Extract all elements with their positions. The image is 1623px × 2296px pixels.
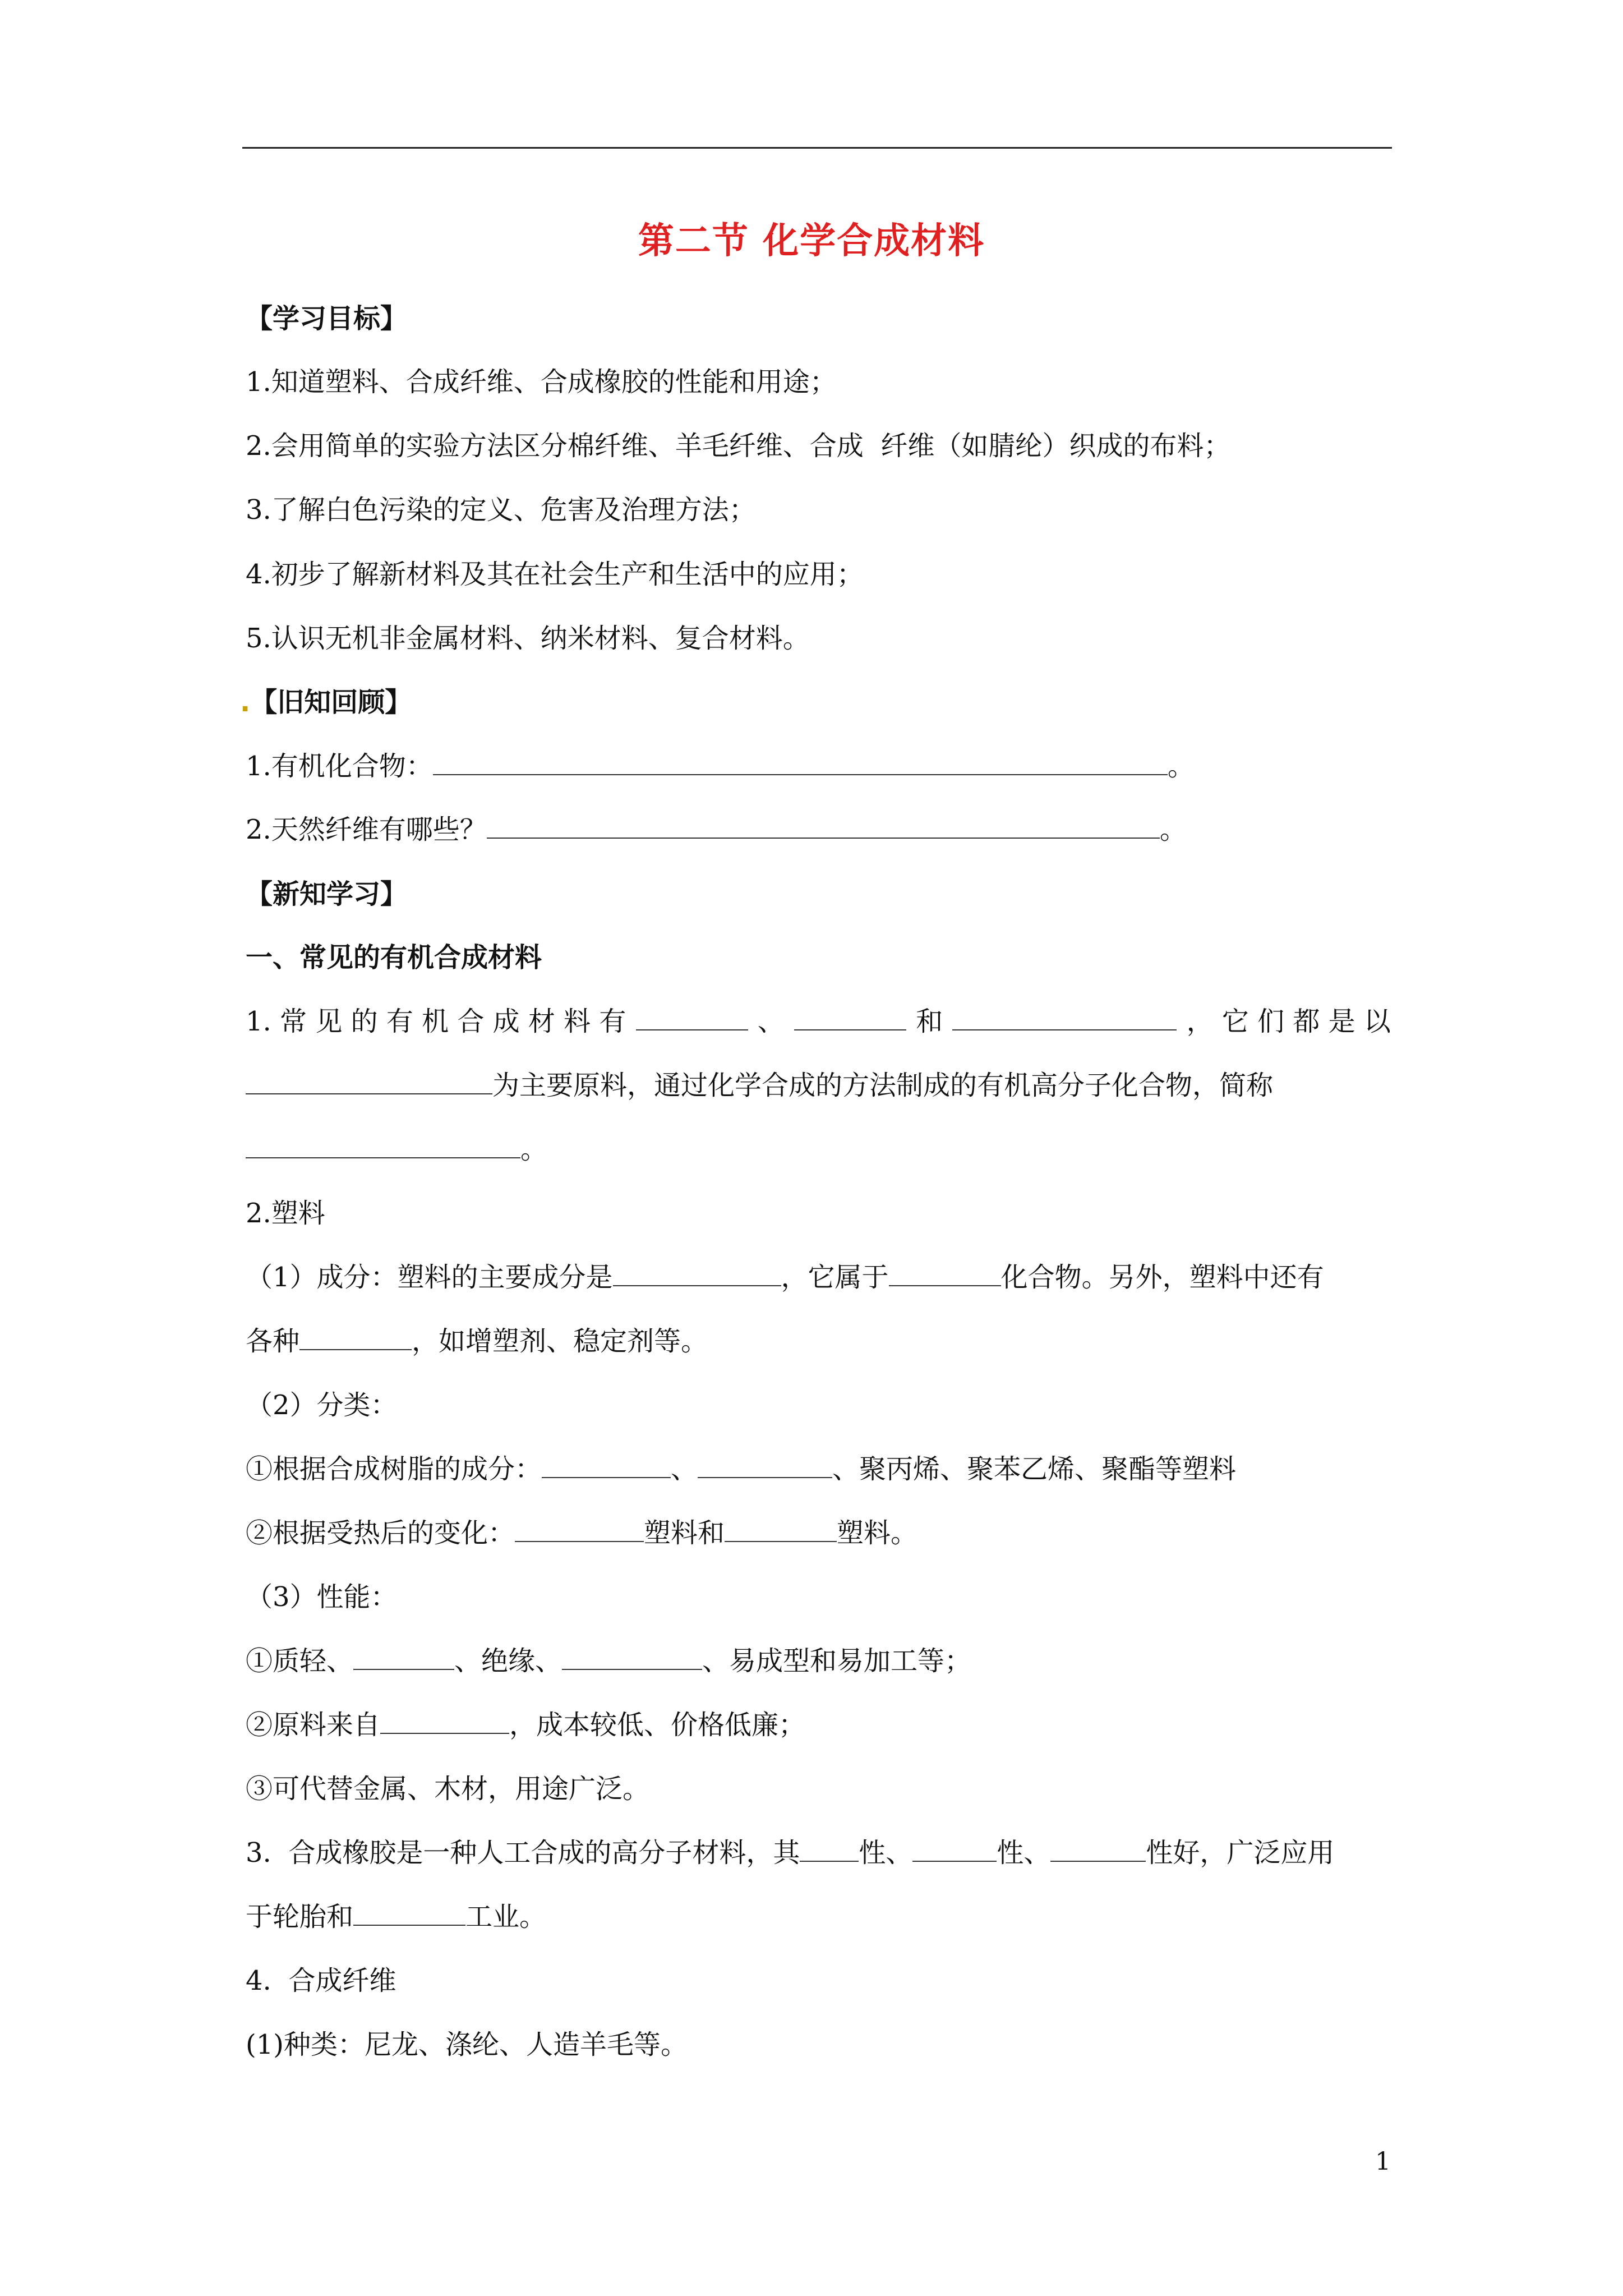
page-number: 1 (1375, 2147, 1391, 2176)
plastics-class-2: ②根据受热后的变化： 塑料和 塑料。 (246, 1517, 918, 1549)
answer-blank[interactable] (800, 1836, 859, 1862)
plastics-composition: （1）成分：塑料的主要成分是 ，它属于 化合物。另外，塑料中还有 (246, 1262, 1324, 1293)
header-rule (242, 147, 1392, 149)
goal-item-2: 2.会用简单的实验方法区分棉纤维、羊毛纤维、合成 纤维（如腈纶）织成的布料； (246, 430, 1231, 462)
goal-item-1: 1.知道塑料、合成纤维、合成橡胶的性能和用途； (246, 366, 837, 398)
answer-blank[interactable] (636, 1005, 748, 1030)
answer-blank[interactable] (1050, 1836, 1146, 1862)
review-question-1: 1.有机化合物： 。 (246, 751, 1195, 782)
rubber-line-2: 于轮胎和 工业。 (246, 1901, 547, 1932)
review-question-2: 2.天然纤维有哪些？ 。 (246, 814, 1187, 845)
answer-blank[interactable] (562, 1644, 702, 1670)
new-header: 【新知学习】 (246, 878, 408, 910)
review-dot: . (240, 687, 251, 718)
rubber-line-1: 3. 合成橡胶是一种人工合成的高分子材料，其 性、 性、 性好，广泛应用 (246, 1837, 1335, 1869)
answer-blank[interactable] (952, 1005, 1177, 1030)
paragraph-1-line-3: 。 (246, 1133, 547, 1166)
plastics-heading: 2.塑料 (246, 1198, 325, 1229)
answer-blank[interactable] (353, 1644, 454, 1670)
goal-item-4: 4.初步了解新材料及其在社会生产和生活中的应用； (246, 559, 864, 590)
goal-item-3: 3.了解白色污染的定义、危害及治理方法； (246, 494, 756, 526)
review-header-row (240, 685, 412, 719)
answer-blank[interactable] (912, 1836, 997, 1862)
answer-blank[interactable] (889, 1260, 1001, 1286)
fiber-heading: 4. 合成纤维 (246, 1965, 396, 1996)
answer-blank[interactable] (725, 1516, 837, 1542)
answer-blank[interactable] (542, 1452, 671, 1478)
section-1-heading: 一、常见的有机合成材料 (246, 942, 542, 973)
answer-blank[interactable] (487, 813, 1160, 839)
plastics-class-heading: （2）分类： (246, 1389, 398, 1421)
answer-blank[interactable] (246, 1133, 520, 1158)
answer-blank[interactable] (380, 1708, 509, 1734)
answer-blank[interactable] (433, 749, 1168, 775)
answer-blank[interactable] (613, 1260, 781, 1286)
answer-blank[interactable] (515, 1516, 644, 1542)
plastics-prop-heading: （3）性能： (246, 1581, 398, 1613)
plastics-composition-cont: 各种 ，如增塑剂、稳定剂等。 (246, 1326, 708, 1357)
page-title: 第二节 化学合成材料 (638, 220, 985, 262)
paragraph-1-line-1: 1. 常 见 的 有 机 合 成 材 料 有 、 和 ， 它 们 都 是 以 (246, 1006, 1391, 1037)
answer-blank[interactable] (794, 1005, 906, 1030)
answer-blank[interactable] (353, 1900, 465, 1926)
answer-blank[interactable] (299, 1324, 412, 1350)
plastics-prop-2: ②原料来自 ，成本较低、价格低廉； (246, 1709, 806, 1741)
paragraph-1-line-2: 为主要原料，通过化学合成的方法制成的有机高分子化合物，简称 (246, 1069, 1273, 1102)
review-header: 【旧知回顾】 (250, 687, 412, 718)
goal-item-5: 5.认识无机非金属材料、纳米材料、复合材料。 (246, 623, 810, 654)
goals-header: 【学习目标】 (246, 303, 408, 334)
plastics-class-1: ①根据合成树脂的成分： 、 、聚丙烯、聚苯乙烯、聚酯等塑料 (246, 1453, 1237, 1485)
plastics-prop-1: ①质轻、 、绝缘、 、易成型和易加工等； (246, 1645, 972, 1677)
answer-blank[interactable] (246, 1069, 492, 1094)
answer-blank[interactable] (698, 1452, 832, 1478)
plastics-prop-3: ③可代替金属、木材，用途广泛。 (246, 1773, 650, 1805)
fiber-types: (1)种类：尼龙、涤纶、人造羊毛等。 (246, 2029, 688, 2060)
